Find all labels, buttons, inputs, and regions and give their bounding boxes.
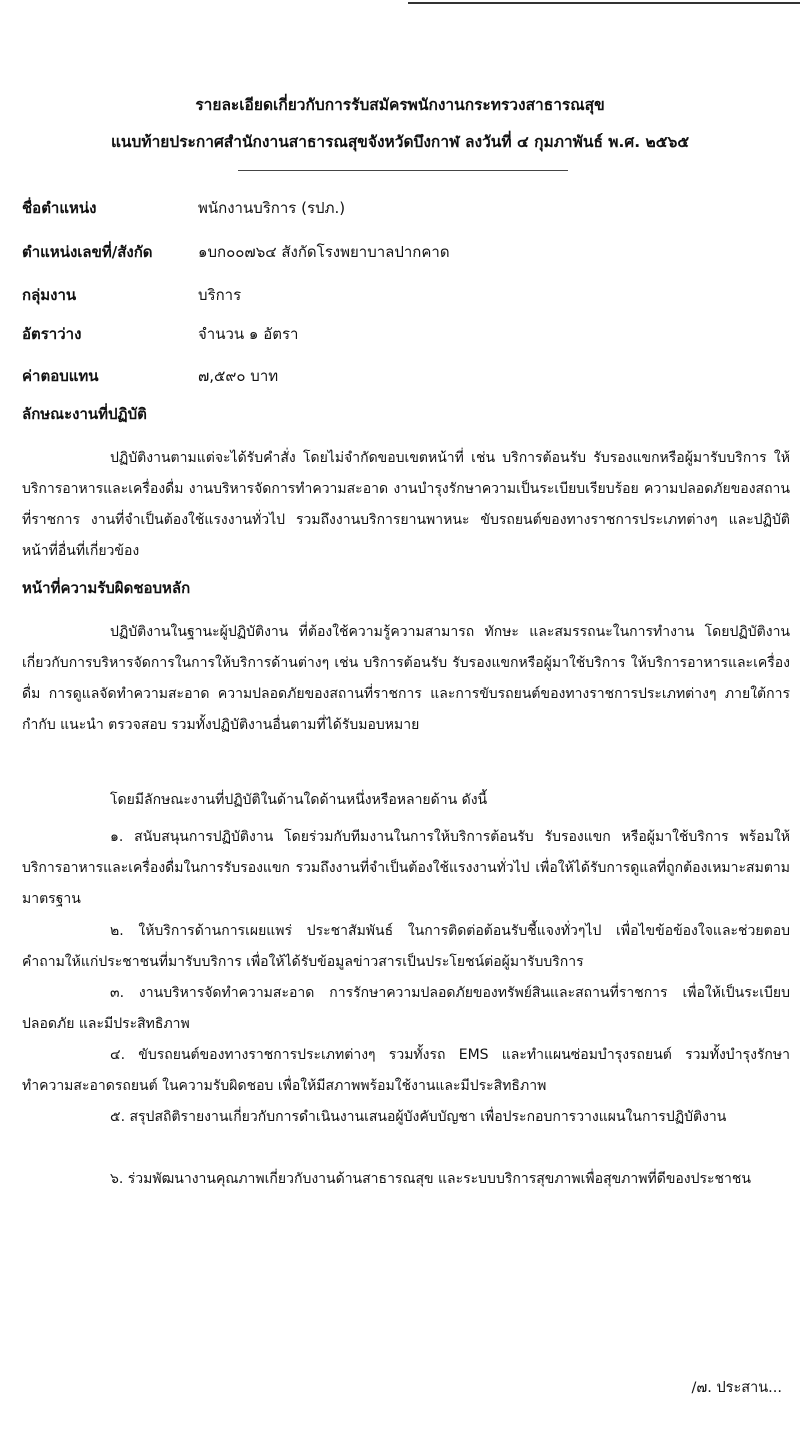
duty-item-5: ๕. สรุปสถิติรายงานเกี่ยวกับการดำเนินงานเสนอผู้บังคับบัญชา เพื่อประกอบการวางแผนในการปฏิบัติงาน [110,1109,727,1125]
duties-heading: หน้าที่ความรับผิดชอบหลัก [22,579,191,597]
document-title-line-1: รายละเอียดเกี่ยวกับการรับสมัครพนักงานกระทรวงสาธารณสุข [195,96,605,114]
job-nature-paragraph: ปฏิบัติงานตามแต่จะได้รับคำสั่ง โดยไม่จำกัดขอบเขตหน้าที่ เช่น บริการต้อนรับ รับรองแขกหรือผู้มารับบริการ ให้บริการอาหารและเครื่องดื่ม งานบริหารจัดการทำความสะอาด งานบำรุงรักษาความเป็นระเบียบเรียบร้อย ความปลอดภัยของสถานที่ราชการ งานที่จำเป็นต้องใช้แรงงานทั่วไป รวมถึงงานบริการยานพาหนะ ขับรถยนต์ของทางราชการประเภทต่างๆ และปฏิบัติหน้าที่อื่นที่เกี่ยวข้อง [22,450,790,559]
duties-lead-line: โดยมีลักษณะงานที่ปฏิบัติในด้านใดด้านหนึ่งหรือหลายด้าน ดังนี้ [110,792,488,808]
work-group-value: บริการ [198,286,242,304]
document-title-line-2: แนบท้ายประกาศสำนักงานสาธารณสุขจังหวัดบึงกาฬ ลงวันที่ ๔ กุมภาพันธ์ พ.ศ. ๒๕๖๕ [110,133,690,151]
duty-item-3: ๓. งานบริหารจัดทำความสะอาด การรักษาความปลอดภัยของทรัพย์สินและสถานที่ราชการ เพื่อให้เป็นระเบียบปลอดภัย และมีประสิทธิภาพ [22,985,790,1032]
duties-intro-paragraph: ปฏิบัติงานในฐานะผู้ปฏิบัติงาน ที่ต้องใช้ความรู้ความสามารถ ทักษะ และสมรรถนะในการทำงาน โดยปฏิบัติงานเกี่ยวกับการบริหารจัดการในการให้บริการด้านต่างๆ เช่น บริการต้อนรับ รับรองแขกหรือผู้มาใช้บริการ ให้บริการอาหารและเครื่องดื่ม การดูแลจัดทำความสะอาด ความปลอดภัยของสถานที่ราชการ และการขับรถยนต์ของทางราชการประเภทต่างๆ ภายใต้การกำกับ แนะนำ ตรวจสอบ รวมทั้งปฏิบัติงานอื่นตามที่ได้รับมอบหมาย [22,624,790,733]
vacancy-value: จำนวน ๑ อัตรา [198,325,299,343]
title-divider [238,170,568,171]
next-page-continuation: /๗. ประสาน... [691,1380,782,1396]
work-group-label: กลุ่มงาน [22,286,77,304]
position-value: พนักงานบริการ (รปภ.) [198,199,346,217]
position-number-value: ๑บก๐๐๗๖๔ สังกัดโรงพยาบาลปากคาด [198,243,450,261]
compensation-value: ๗,๕๙๐ บาท [198,367,279,385]
duty-item-6: ๖. ร่วมพัฒนางานคุณภาพเกี่ยวกับงานด้านสาธารณสุข และระบบบริการสุขภาพเพื่อสุขภาพที่ดีของประชาชน [110,1171,751,1187]
position-number-label: ตำแหน่งเลขที่/สังกัด [22,243,153,261]
compensation-label: ค่าตอบแทน [22,367,99,385]
job-nature-heading: ลักษณะงานที่ปฏิบัติ [22,405,147,423]
vacancy-label: อัตราว่าง [22,325,82,343]
top-edge-rule [408,2,800,4]
position-label: ชื่อตำแหน่ง [22,199,97,217]
duty-item-1: ๑. สนับสนุนการปฏิบัติงาน โดยร่วมกับทีมงานในการให้บริการต้อนรับ รับรองแขก หรือผู้มาใช้บริการ พร้อมให้บริการอาหารและเครื่องดื่มในการรับรองแขก รวมถึงงานที่จำเป็นต้องใช้แรงงานทั่วไป เพื่อให้ได้รับการดูแลที่ถูกต้องเหมาะสมตามมาตรฐาน [22,829,790,907]
duty-item-2: ๒. ให้บริการด้านการเผยแพร่ ประชาสัมพันธ์ ในการติดต่อต้อนรับชี้แจงทั่วๆไป เพื่อไขข้อข้องใจและช่วยตอบคำถามให้แก่ประชาชนที่มารับบริการ เพื่อให้ได้รับข้อมูลข่าวสารเป็นประโยชน์ต่อผู้มารับบริการ [22,923,790,970]
duty-item-4: ๔. ขับรถยนต์ของทางราชการประเภทต่างๆ รวมทั้งรถ EMS และทำแผนซ่อมบำรุงรถยนต์ รวมทั้งบำรุงรักษาทำความสะอาดรถยนต์ ในความรับผิดชอบ เพื่อให้มีสภาพพร้อมใช้งานและมีประสิทธิภาพ [22,1047,790,1094]
